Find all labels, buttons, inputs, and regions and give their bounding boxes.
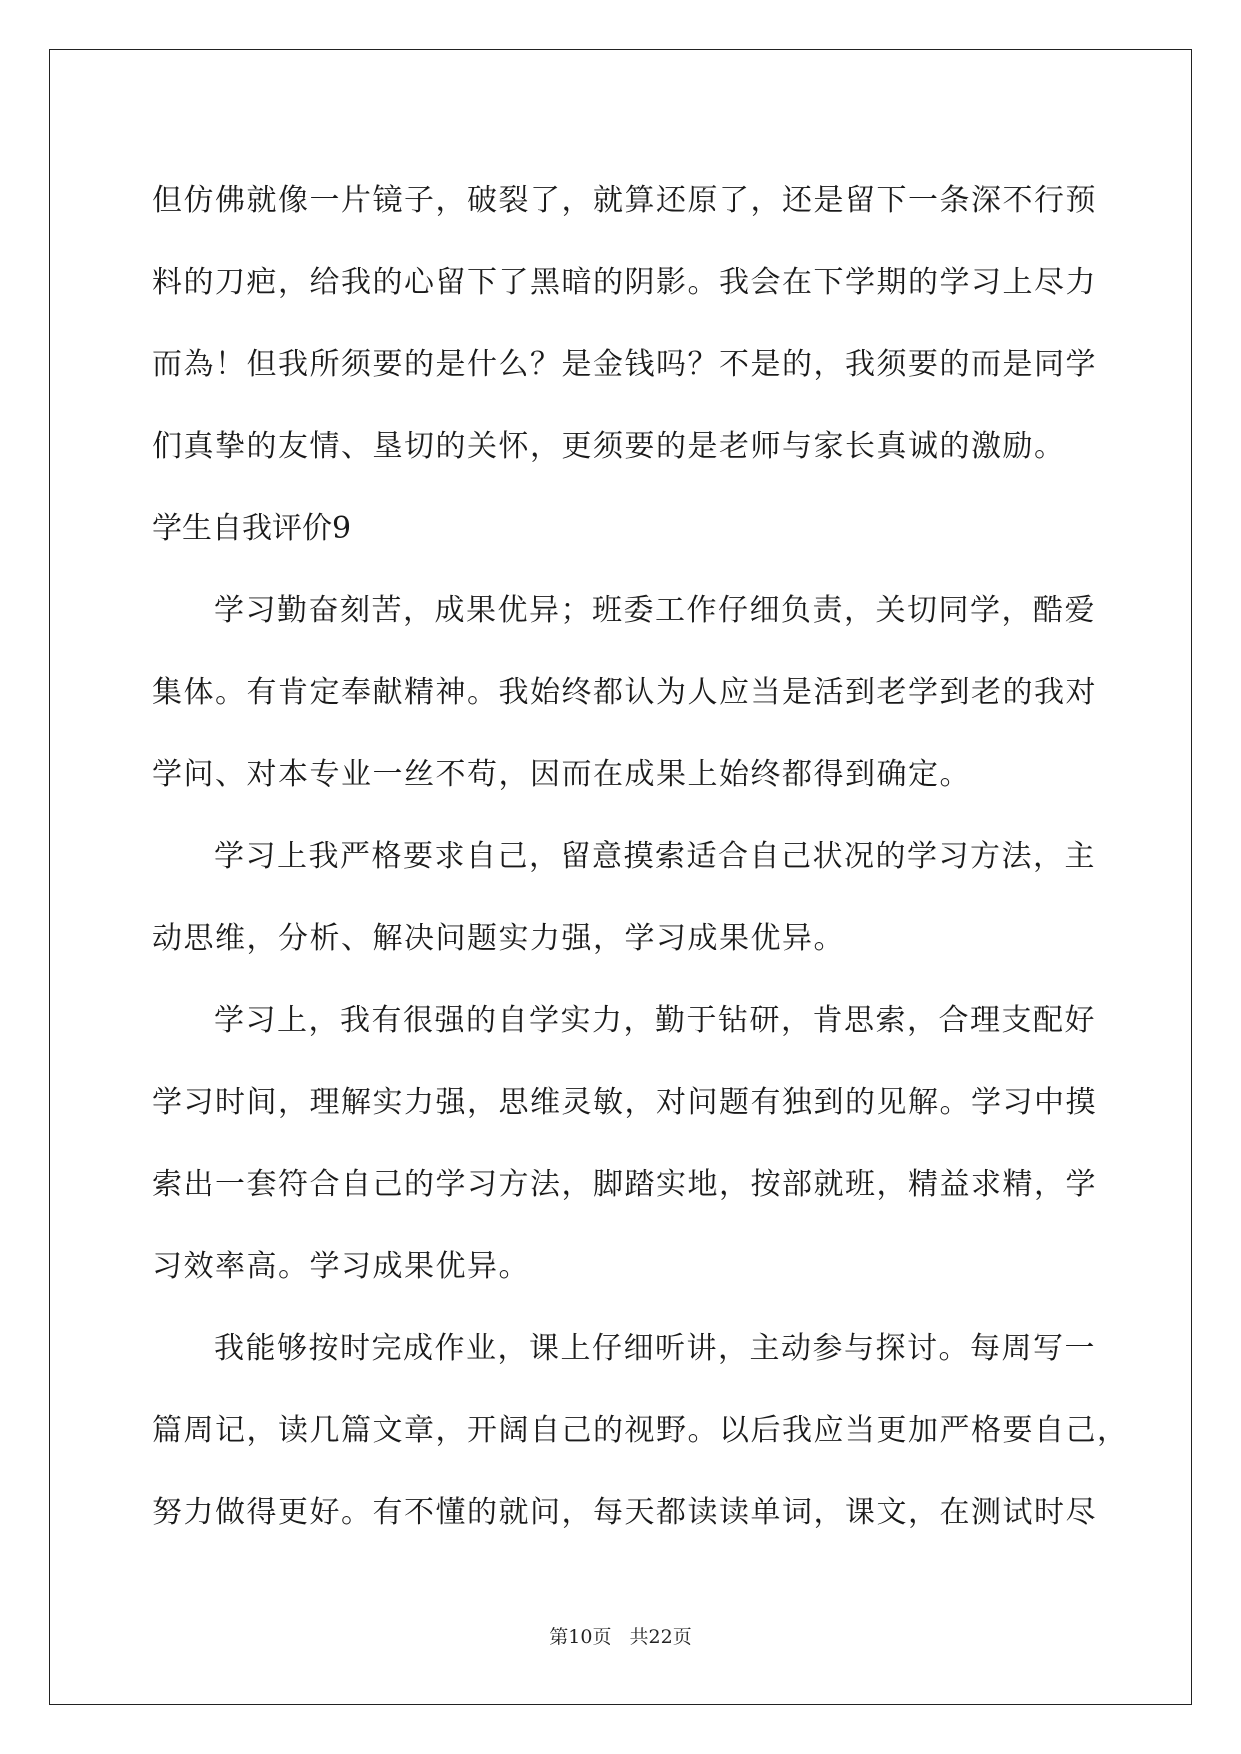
section-heading: [152, 488, 1092, 570]
document-body: [152, 160, 1129, 1554]
paragraph-line: 学习上我严格要求自己，留意摸索适合自己状况的学习方法，主: [214, 839, 1096, 874]
paragraph: [152, 570, 1097, 816]
heading-text: 学生自我评价9: [152, 511, 352, 546]
paragraph: [152, 160, 1097, 488]
paragraph-line: 篇周记，读几篇文章，开阔自己的视野。以后我应当更加严格要自己，: [152, 1413, 1129, 1448]
paragraph-line: 学习上，我有很强的自学实力，勤于钻研，肯思索，合理支配好: [214, 1003, 1096, 1038]
paragraph-line: 学问、对本专业一丝不苟，因而在成果上始终都得到确定。: [152, 757, 971, 792]
paragraph-line: 我能够按时完成作业，课上仔细听讲，主动参与探讨。每周写一: [214, 1331, 1096, 1366]
paragraph-line: 习效率高。学习成果优异。: [152, 1249, 530, 1284]
page-footer: [0, 1622, 1241, 1649]
paragraph-line: 动思维，分析、解决问题实力强，学习成果优异。: [152, 921, 845, 956]
paragraph-line: 料的刀疤，给我的心留下了黑暗的阴影。我会在下学期的学习上尽力: [152, 265, 1097, 300]
total-pages: 共22页: [629, 1626, 692, 1648]
paragraph-line: 但仿佛就像一片镜子，破裂了，就算还原了，还是留下一条深不行预: [152, 183, 1097, 218]
paragraph-line: 学习时间，理解实力强，思维灵敏，对问题有独到的见解。学习中摸: [152, 1085, 1097, 1120]
paragraph: [152, 1308, 1129, 1554]
paragraph-line: 索出一套符合自己的学习方法，脚踏实地，按部就班，精益求精，学: [152, 1167, 1097, 1202]
paragraph-line: 集体。有肯定奉献精神。我始终都认为人应当是活到老学到老的我对: [152, 675, 1097, 710]
paragraph-line: 学习勤奋刻苦，成果优异；班委工作仔细负责，关切同学，酷爱: [214, 593, 1096, 628]
current-page-number: 第10页: [549, 1626, 612, 1648]
paragraph: [152, 816, 1096, 980]
paragraph-line: 而為！但我所须要的是什么？是金钱吗？不是的，我须要的而是同学: [152, 347, 1097, 382]
paragraph-line: 们真挚的友情、垦切的关怀，更须要的是老师与家长真诚的激励。: [152, 429, 1066, 464]
paragraph: [152, 980, 1097, 1308]
paragraph-line: 努力做得更好。有不懂的就问，每天都读读单词，课文，在测试时尽: [152, 1495, 1097, 1530]
